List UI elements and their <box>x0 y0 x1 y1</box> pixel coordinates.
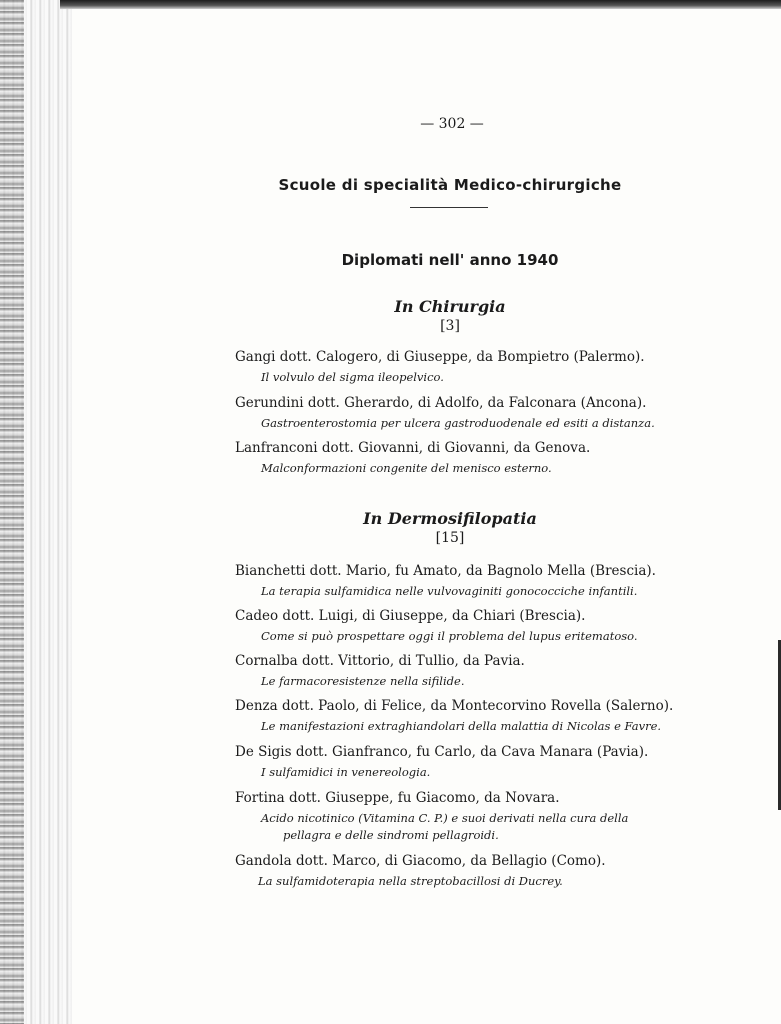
section-heading-dermosifilopatia: In Dermosifilopatia <box>363 509 537 528</box>
scan-top-edge <box>60 0 781 9</box>
entry-thesis: Acido nicotinico (Vitamina C. P.) e suoi derivati nella cura della <box>261 811 629 825</box>
entry-thesis: La sulfamidoterapia nella streptobacillosi di Ducrey. <box>258 874 563 888</box>
entry-thesis: Le manifestazioni extraghiandolari della malattia di Nicolas e Favre. <box>261 719 662 733</box>
entry-name: Denza dott. Paolo, di Felice, da Montecorvino Rovella (Salerno). <box>235 698 674 714</box>
entry-name: Cadeo dott. Luigi, di Giuseppe, da Chiari (Brescia). <box>235 608 586 624</box>
entry-name: De Sigis dott. Gianfranco, fu Carlo, da Cava Manara (Pavia). <box>235 744 649 760</box>
entry-thesis: Gastroenterostomia per ulcera gastroduodenale ed esiti a distanza. <box>261 416 655 430</box>
section-heading-chirurgia: In Chirurgia <box>394 297 506 316</box>
entry-thesis: Le farmacoresistenze nella sifilide. <box>261 674 465 688</box>
book-spine <box>0 0 72 1024</box>
entry-thesis: I sulfamidici in venereologia. <box>261 765 431 779</box>
entry-thesis: Come si può prospettare oggi il problema del lupus eritematoso. <box>261 629 638 643</box>
entry-name: Bianchetti dott. Mario, fu Amato, da Bagnolo Mella (Brescia). <box>235 563 656 579</box>
entry-name: Gandola dott. Marco, di Giacomo, da Bellagio (Como). <box>235 853 606 869</box>
entry-thesis: Malconformazioni congenite del menisco esterno. <box>261 461 552 475</box>
entry-name: Cornalba dott. Vittorio, di Tullio, da Pavia. <box>235 653 525 669</box>
entry-thesis: La terapia sulfamidica nelle vulvovaginiti gonococciche infantili. <box>261 584 638 598</box>
section-count-dermosifilopatia: [15] <box>435 530 465 546</box>
entry-name: Fortina dott. Giuseppe, fu Giacomo, da Novara. <box>235 790 560 806</box>
entry-name: Gangi dott. Calogero, di Giuseppe, da Bompietro (Palermo). <box>235 349 645 365</box>
section-count-chirurgia: [3] <box>440 318 460 334</box>
page-title: Scuole di specialità Medico-chirurgiche <box>278 176 622 194</box>
entry-name: Lanfranconi dott. Giovanni, di Giovanni, da Genova. <box>235 440 591 456</box>
entry-thesis-continued: pellagra e delle sindromi pellagroidi. <box>283 828 499 842</box>
entry-name: Gerundini dott. Gherardo, di Adolfo, da Falconara (Ancona). <box>235 395 647 411</box>
page-number: — 302 — <box>420 116 484 132</box>
page-subtitle: Diplomati nell' anno 1940 <box>341 251 559 269</box>
title-divider <box>410 207 488 208</box>
entry-thesis: Il volvulo del sigma ileopelvico. <box>261 370 444 384</box>
